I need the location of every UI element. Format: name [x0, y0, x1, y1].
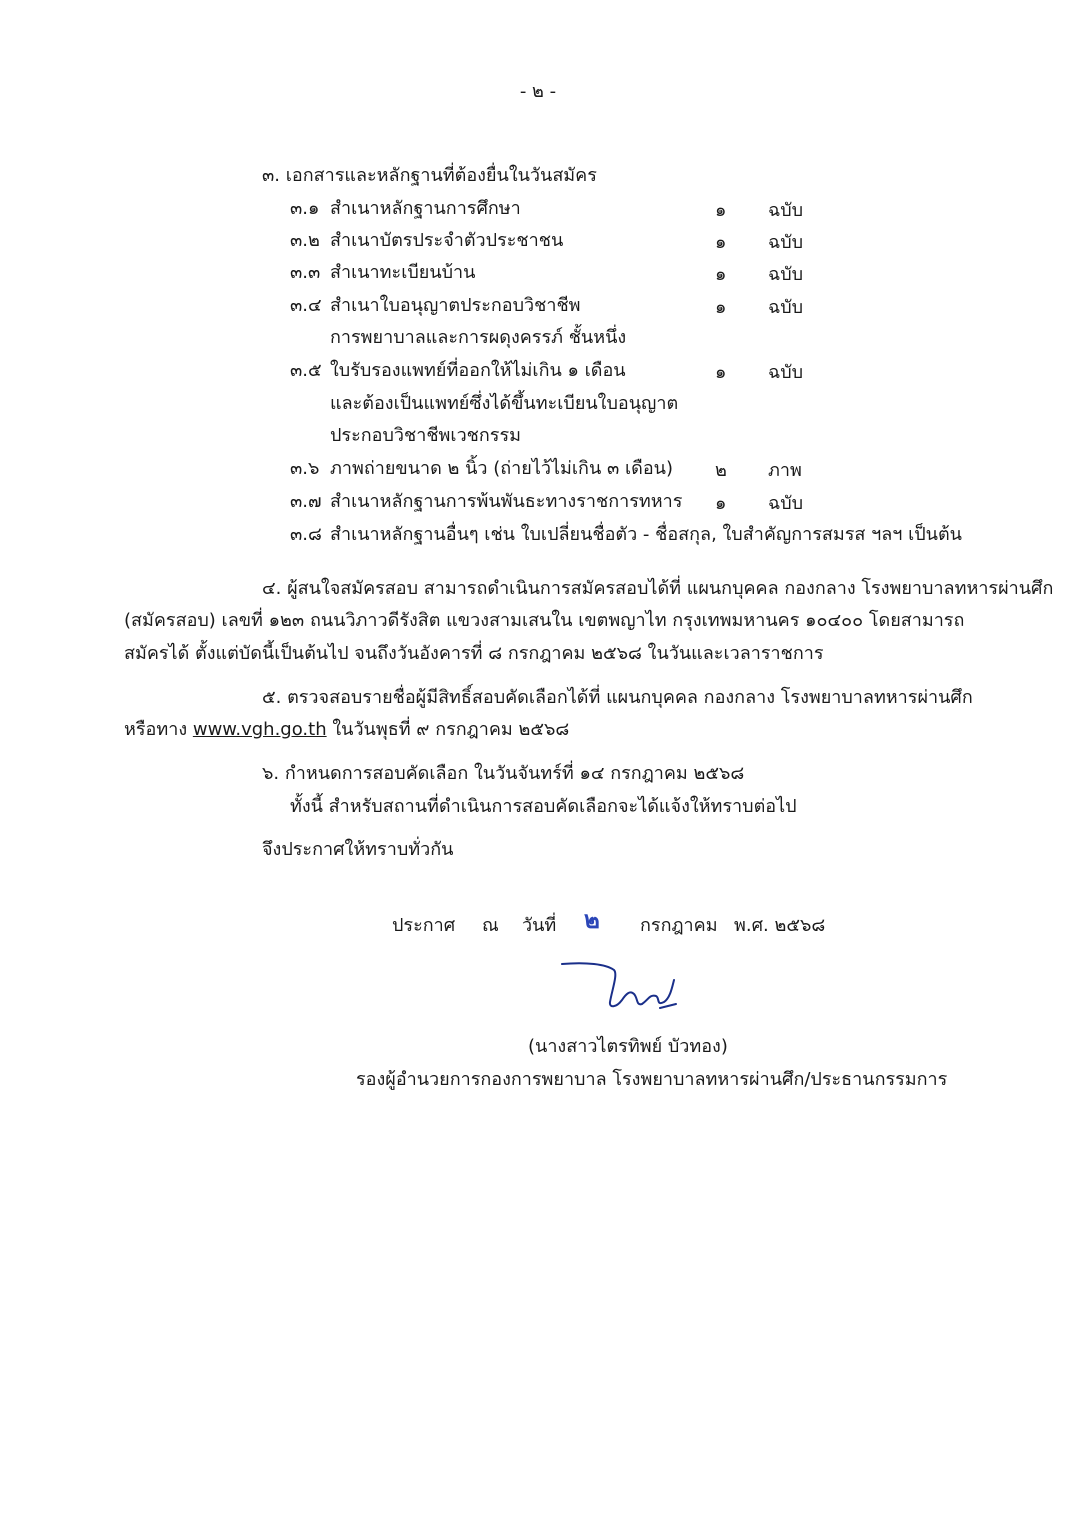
item-3-1-text: สำเนาหลักฐานการศึกษา	[330, 198, 521, 219]
section5-line2-prefix: หรือทาง	[124, 719, 188, 740]
item-3-7-unit: ฉบับ	[768, 493, 804, 514]
item-3-5-text-line3: ประกอบวิชาชีพเวชกรรม	[330, 425, 521, 446]
item-3-4-text-line2: การพยาบาลและการผดุงครรภ์ ชั้นหนึ่ง	[330, 327, 627, 348]
item-3-2-text: สำเนาบัตรประจำตัวประชาชน	[330, 230, 564, 251]
section4-line2: (สมัครสอบ) เลขที่ ๑๒๓ ถนนวิภาวดีรังสิต แขวงสามเสนใน เขตพญาไท กรุงเทพมหานคร ๑๐๔๐๐ โดยสามารถ	[124, 610, 965, 631]
announce-at: ณ	[482, 915, 499, 936]
item-3-5-qty: ๑	[715, 362, 727, 383]
announce-prefix: ประกาศ	[392, 915, 456, 936]
item-3-3-text: สำเนาทะเบียนบ้าน	[330, 262, 476, 283]
announce-month: กรกฎาคม	[640, 915, 718, 936]
closing-text: จึงประกาศให้ทราบทั่วกัน	[262, 839, 454, 860]
item-3-5-unit: ฉบับ	[768, 362, 804, 383]
item-3-2-unit: ฉบับ	[768, 232, 804, 253]
item-3-8-number: ๓.๘	[290, 524, 322, 545]
item-3-7-qty: ๑	[715, 493, 727, 514]
section5-line2	[124, 718, 569, 742]
section4-line1: ๔. ผู้สนใจสมัครสอบ สามารถดำเนินการสมัครสอบได้ที่ แผนกบุคคล กองกลาง โรงพยาบาลทหารผ่านศึก	[262, 578, 1054, 599]
item-3-4-unit: ฉบับ	[768, 297, 804, 318]
item-3-1-unit: ฉบับ	[768, 200, 804, 221]
item-3-7-text: สำเนาหลักฐานการพ้นพันธะทางราชการทหาร	[330, 491, 683, 512]
item-3-5-number: ๓.๕	[290, 360, 322, 381]
announce-year: พ.ศ. ๒๕๖๘	[734, 915, 826, 936]
item-3-1-qty: ๑	[715, 200, 727, 221]
item-3-6-text: ภาพถ่ายขนาด ๒ นิ้ว (ถ่ายไว้ไม่เกิน ๓ เดือน)	[330, 458, 673, 479]
item-3-8-text: สำเนาหลักฐานอื่นๆ เช่น ใบเปลี่ยนชื่อตัว - ชื่อสกุล, ใบสำคัญการสมรส ฯลฯ เป็นต้น	[330, 524, 962, 545]
item-3-6-qty: ๒	[715, 460, 727, 481]
section3-heading: ๓. เอกสารและหลักฐานที่ต้องยื่นในวันสมัคร	[262, 165, 597, 186]
item-3-4-text: สำเนาใบอนุญาตประกอบวิชาชีพ	[330, 295, 581, 316]
section6-line1: ๖. กำหนดการสอบคัดเลือก ในวันจันทร์ที่ ๑๔ กรกฎาคม ๒๕๖๘	[262, 763, 745, 784]
item-3-5-text-line2: และต้องเป็นแพทย์ซึ่งได้ขึ้นทะเบียนใบอนุญาต	[330, 393, 679, 414]
handwritten-day: ๒	[584, 906, 600, 934]
item-3-6-number: ๓.๖	[290, 458, 320, 479]
section5-line2-suffix: ในวันพุธที่ ๙ กรกฎาคม ๒๕๖๘	[332, 719, 570, 740]
announce-day-label: วันที่	[522, 915, 557, 936]
item-3-6-unit: ภาพ	[768, 460, 802, 481]
website-link[interactable]: www.vgh.go.th	[192, 719, 327, 740]
item-3-4-number: ๓.๔	[290, 295, 322, 316]
item-3-1-number: ๓.๑	[290, 198, 320, 219]
item-3-7-number: ๓.๗	[290, 491, 322, 512]
item-3-3-qty: ๑	[715, 264, 727, 285]
item-3-3-unit: ฉบับ	[768, 264, 804, 285]
item-3-2-qty: ๑	[715, 232, 727, 253]
item-3-4-qty: ๑	[715, 297, 727, 318]
section4-line3: สมัครได้ ตั้งแต่บัดนี้เป็นต้นไป จนถึงวันอังคารที่ ๘ กรกฎาคม ๒๕๖๘ ในวันและเวลาราชการ	[124, 643, 824, 664]
section5-line1: ๕. ตรวจสอบรายชื่อผู้มีสิทธิ์สอบคัดเลือกได้ที่ แผนกบุคคล กองกลาง โรงพยาบาลทหารผ่านศึก	[262, 687, 973, 708]
signature	[556, 950, 696, 1020]
item-3-5-text: ใบรับรองแพทย์ที่ออกให้ไม่เกิน ๑ เดือน	[330, 360, 626, 381]
page-number: - ๒ -	[519, 81, 557, 102]
section6-line2: ทั้งนี้ สำหรับสถานที่ดำเนินการสอบคัดเลือกจะได้แจ้งให้ทราบต่อไป	[290, 796, 797, 817]
signatory-position: รองผู้อำนวยการกองการพยาบาล โรงพยาบาลทหารผ่านศึก/ประธานกรรมการ	[356, 1069, 948, 1090]
item-3-2-number: ๓.๒	[290, 230, 320, 251]
signatory-name: (นางสาวไตรทิพย์ บัวทอง)	[528, 1036, 728, 1057]
item-3-3-number: ๓.๓	[290, 262, 321, 283]
